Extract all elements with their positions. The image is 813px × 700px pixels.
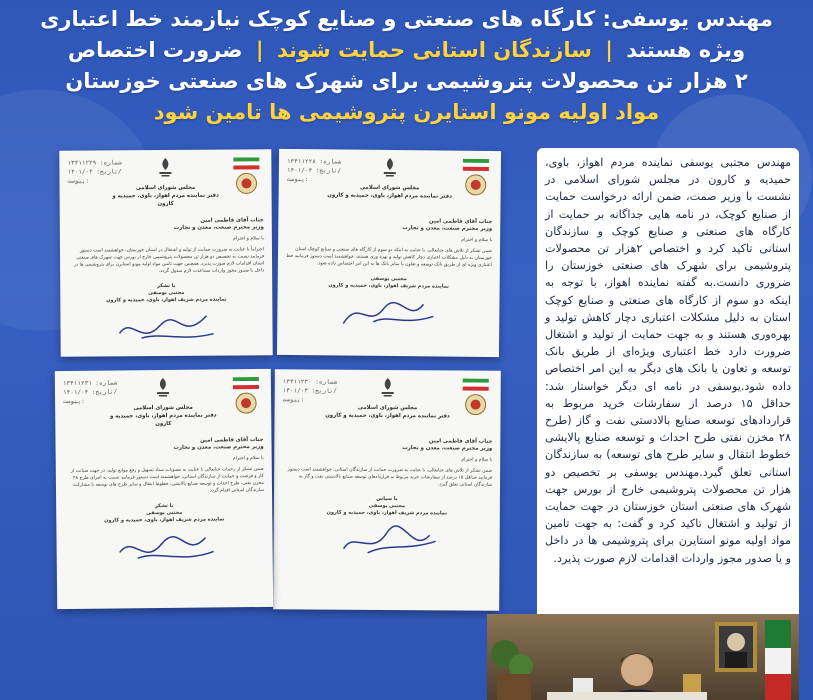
letter-salutation: با سلام و احترام <box>232 455 264 462</box>
headline <box>0 0 813 142</box>
official-letter[interactable] <box>277 149 501 357</box>
signature-icon <box>109 527 219 568</box>
letter-addressee: جناب آقای فاطمی امین وزیر محترم صنعت، معدن و تجارت <box>402 438 493 452</box>
iran-crest-icon <box>378 156 402 180</box>
official-letter[interactable] <box>55 369 273 609</box>
letter-addressee: جناب آقای فاطمی امین وزیر محترم صنعت، معدن و تجارت <box>173 436 264 451</box>
headline-line-4: مواد اولیه مونو استایرن پتروشیمی ها تامین شود <box>153 100 660 124</box>
headline-separator: | <box>605 38 613 62</box>
parliament-emblem-icon <box>231 157 261 197</box>
letter-signer: با تشکر مجتبی یوسفی نماینده مردم شریف اهواز، باوی، حمیدیه و کارون <box>104 502 225 524</box>
parliament-emblem-icon <box>231 377 261 417</box>
letter-salutation: با سلام و احترام <box>233 236 264 242</box>
iran-crest-icon <box>151 376 175 400</box>
letter-org: مجلس شورای اسلامی دفتر نماینده مردم اهواز، باوی، حمیدیه و کارون <box>109 404 217 428</box>
headline-line-3: ۲ هزار تن محصولات پتروشیمی برای شهرک های صنعتی خوزستان <box>65 69 748 93</box>
letter-meta: شماره: ۱۳۴۱۱۲۳۱ تاریخ: ۱۴۰۱/۰۴/‌ پیوست: <box>62 379 118 406</box>
letter-body: احتراماً با عنایت به ضرورت حمایت از تولید و اشتغال در استان خوزستان، خواهشمند است دستور فرمایید نسبت به تخصیص دو هزار تن محصولات پتروشیمی خارج از بورس جهت شهرک های صنعتی استان اقدامات لازم صورت پذیرد. همچنین جهت تامین مواد اولیه مونو استایرن برای پتروشیمی ها در داخل یا صدور مجوز واردات مساعدت لازم مبذول گردد. <box>73 247 265 275</box>
letter-header <box>63 375 264 433</box>
official-letter[interactable] <box>59 149 272 356</box>
article-text: مهندس مجتبی یوسفی نماینده مردم اهواز، باوی، حمیدیه و کارون در مجلس شورای اسلامی در نشست با وزیر صمت، ضمن ارائه درخواست حمایت از صنایع کوچک، در نامه هایی جداگانه بر حمایت از کارگاه های صنعتی و صنایع کوچک و سازندگان استانی تاکید کرد و اختصاص ۲هزار تن محصولات پتروشیمی برای شهرک های صنعتی خوزستان را ضروری دانست.به گفته نماینده اهواز، با توجه به اینکه دو سوم از کارگاه های صنعتی و صنایع کوچک استان به دلیل مشکلات اعتباری دچار کاهش تولید و بهره‌وری هستند و به جهت حمایت از تولید و اشتغال ضرورت دارد خط اعتباری ویژه‌ای از طریق بانک توسعه و تعاون یا بانک های دیگر به این امر اختصاص داده شود.یوسفی در نامه ای دیگر خواستار شد: حداقل ۱۵ درصد از سفارشات خرید مربوط به قراردادهای توسعه صنایع بالادستی نفت و گاز (طرح ۲۸ مخزن نفتی طرح احداث و توسعه صنایع پالایشی خطوط انتقال و سایر طرح های توسعه) به سازندگان استانی تعلق گیرد.مهندس یوسفی بر تخصیص دو هزار تن محصولات پتروشیمی خارج از بورس جهت شهرک های صنعتی استان خوزستان در جهت حمایت از تولید و اشتغال تاکید کرد و گفت: به جهت تامین مواد اولیه مونو استایرن برای پتروشیمی ها در داخل و یا صدور مجوز واردات اقدامات لازم صورت پذیرد. <box>537 148 799 614</box>
headline-line-2 <box>0 35 813 66</box>
letter-salutation: با سلام و احترام <box>461 237 493 244</box>
letter-org: مجلس شورای اسلامی دفتر نماینده مردم اهواز، باوی، حمیدیه و کارون <box>112 184 219 208</box>
meeting-photo <box>487 614 799 700</box>
letter-body: ضمن تشکر از زحمات جنابعالی با عنایت به مصوبات ستاد تسهیل و رفع موانع تولید، در جهت صیانت از کار و فرصت و حمایت از سازندگان استانی، خواهشمند است دستور فرمایید نسبت به اجرای طرح ۲۸ مخزن نفتی، طرح احداث و توسعه صنایع پالایشی، خطوط انتقال و سایر طرح های توسعه با مشارکت سازندگان استانی اقدام گردد. <box>70 466 265 494</box>
meeting-photo-image <box>487 614 799 700</box>
letter-meta: شماره: ۱۳۴۱۱۲۲۸ تاریخ: ۱۴۰۱/۰۴/‌ پیوست: <box>286 157 342 184</box>
letter-org: مجلس شورای اسلامی دفتر نماینده مردم اهواز، باوی، حمیدیه و کارون <box>327 184 452 200</box>
letter-signer: مجتبی یوسفی نماینده مردم شریف اهواز، باوی، حمیدیه و کارون <box>328 275 449 290</box>
letter-org: مجلس شورای اسلامی دفتر نماینده مردم اهواز، باوی، حمیدیه و کارون <box>325 404 450 420</box>
headline-separator: | <box>255 38 264 62</box>
letter-signer: با سپاس مجتبی یوسفی نماینده مردم شریف اهواز، باوی، حمیدیه و کارون <box>326 495 448 517</box>
parliament-emblem-icon <box>461 379 491 419</box>
official-letter[interactable] <box>273 369 501 611</box>
letter-body: ضمن تشکر از تلاش های جنابعالی، با عنایت به ضرورت حمایت از سازندگان استانی، خواهشمند است دستور فرمایید حداقل ۱۵ درصد از سفارشات خرید مربوط به قراردادهای توسعه صنایع بالادستی نفت و گاز به سازندگان استانی تعلق گیرد. <box>287 467 493 488</box>
letter-header <box>286 155 493 213</box>
signature-icon <box>111 308 221 349</box>
letter-meta: شماره: ۱۳۴۱۱۲۳۰ تاریخ: ۱۴۰۱/۰۴/‌ پیوست: <box>282 378 337 404</box>
headline-part-a: ویژه هستند <box>626 38 746 62</box>
letter-addressee: جناب آقای فاطمی امین وزیر محترم صنعت، معدن و تجارت <box>402 218 493 233</box>
letter-body: ضمن تشکر از تلاش های جنابعالی، با عنایت به اینکه دو سوم از کارگاه های صنعتی و صنایع کوچک استان خوزستان به دلیل مشکلات اعتباری دچار کاهش تولید و بهره وری هستند، خواهشمند است دستور فرمایید خط اعتباری ویژه ای از طریق بانک توسعه و تعاون یا سایر بانک ها به این امر اختصاص داده شود. <box>286 247 493 269</box>
signature-icon <box>333 293 443 334</box>
letter-addressee: جناب آقای فاطمی امین وزیر محترم صنعت، معدن و تجارت <box>173 217 264 231</box>
letter-header <box>282 375 492 432</box>
letter-meta: شماره: ۱۳۴۱۱۲۲۹ تاریخ: ۱۴۰۱/۰۴/‌ پیوست: <box>67 159 122 185</box>
parliament-emblem-icon <box>461 159 491 199</box>
letter-salutation: با سلام و احترام <box>461 457 493 463</box>
signature-icon <box>332 521 442 562</box>
letter-header <box>67 155 263 212</box>
headline-line-1: مهندس یوسفی: کارگاه های صنعتی و صنایع کوچک نیازمند خط اعتباری <box>40 7 773 31</box>
iran-crest-icon <box>153 156 177 180</box>
headline-part-c: ضرورت اختصاص <box>67 38 243 62</box>
headline-highlight: سازندگان استانی حمایت شوند <box>276 38 592 62</box>
iran-crest-icon <box>376 376 400 400</box>
letter-signer: با تشکر مجتبی یوسفی نماینده مردم شریف اهواز، باوی، حمیدیه و کارون <box>106 282 227 304</box>
